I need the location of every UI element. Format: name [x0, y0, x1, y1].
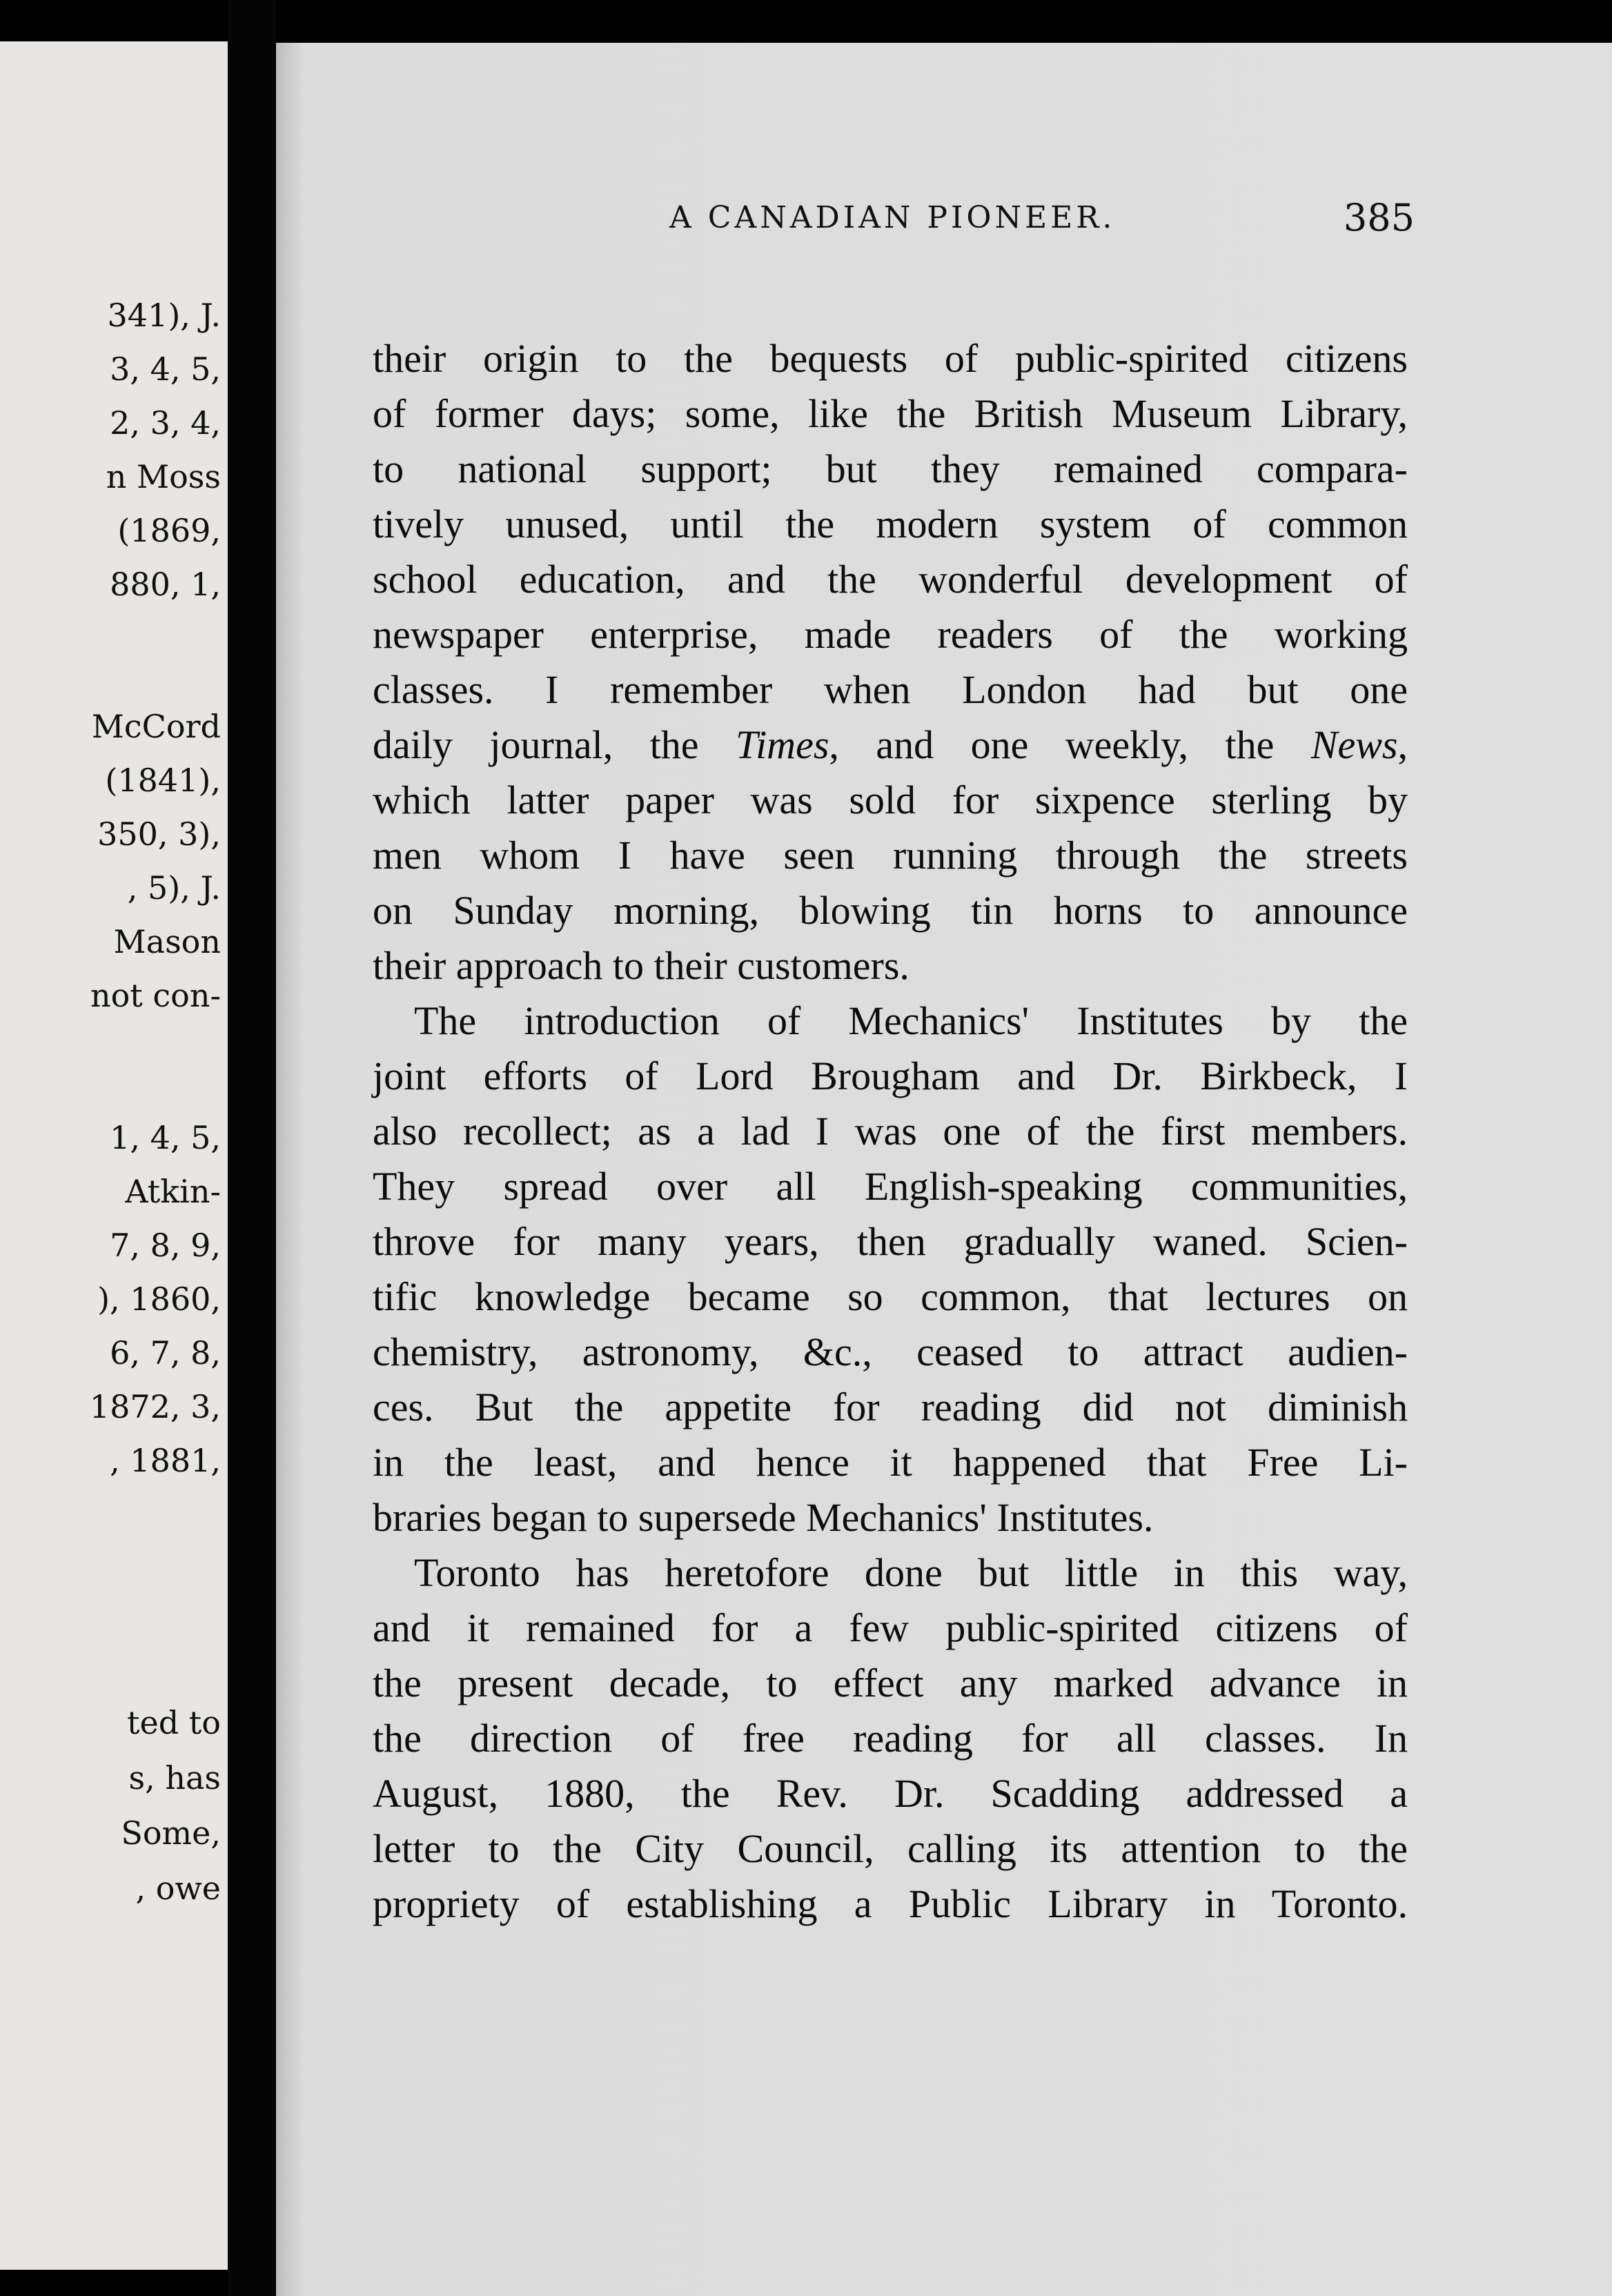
body-line: their approach to their customers.	[373, 943, 910, 988]
left-page-line: 6, 7, 8,	[110, 1334, 221, 1372]
left-page-line: Mason	[113, 923, 221, 960]
body-line: newspaper enterprise, made readers of the working	[373, 612, 1408, 657]
body-text	[373, 331, 1408, 1932]
body-line: August, 1880, the Rev. Dr. Scadding addressed a	[373, 1771, 1408, 1816]
left-page-line: (1841),	[105, 762, 221, 799]
left-page-line: , owe	[135, 1870, 221, 1907]
body-line: ces. But the appetite for reading did not diminish	[373, 1385, 1408, 1429]
newspaper-title: Times	[736, 722, 829, 767]
body-line: and it remained for a few public-spirited citizens of	[373, 1605, 1408, 1650]
body-line: of former days; some, like the British Museum Library,	[373, 391, 1408, 436]
body-line: on Sunday morning, blowing tin horns to announce	[373, 888, 1408, 933]
left-page-line: ted to	[127, 1704, 221, 1741]
book-gutter	[228, 0, 276, 2296]
body-line: to national support; but they remained compara-	[373, 446, 1408, 491]
body-line: school education, and the wonderful development of	[373, 557, 1408, 602]
body-line: The introduction of Mechanics' Institutes by the	[414, 998, 1408, 1043]
left-page-line: ), 1860,	[97, 1280, 221, 1318]
left-page-line: 7, 8, 9,	[110, 1227, 221, 1264]
left-facing-page	[0, 41, 228, 2270]
left-page-line: 1, 4, 5,	[110, 1119, 221, 1156]
left-page-line: 2, 3, 4,	[110, 404, 221, 442]
body-line: tively unused, until the modern system of common	[373, 502, 1408, 546]
body-line: throve for many years, then gradually waned. Scien-	[373, 1219, 1408, 1264]
left-page-line: Some,	[121, 1814, 221, 1852]
left-page-line: McCord	[91, 708, 221, 745]
body-line: Toronto has heretofore done but little in this way,	[414, 1550, 1408, 1595]
body-line: propriety of establishing a Public Library in Toronto.	[373, 1881, 1408, 1926]
body-line: in the least, and hence it happened that Free Li-	[373, 1440, 1408, 1485]
left-page-line: , 1881,	[110, 1442, 221, 1479]
body-line: which latter paper was sold for sixpence sterling by	[373, 778, 1408, 822]
left-page-line: (1869,	[117, 512, 221, 549]
body-line: tific knowledge became so common, that lectures on	[373, 1274, 1408, 1319]
left-page-line: n Moss	[106, 458, 221, 495]
left-page-line: 350, 3),	[97, 815, 221, 853]
left-page-line: 3, 4, 5,	[110, 350, 221, 388]
left-page-line: 341), J.	[107, 297, 221, 334]
body-line: classes. I remember when London had but one	[373, 667, 1408, 712]
body-line: the present decade, to effect any marked advance in	[373, 1661, 1408, 1705]
left-page-line: 880, 1,	[110, 566, 221, 603]
body-line: the direction of free reading for all classes. In	[373, 1716, 1408, 1761]
body-line: also recollect; as a lad I was one of the first members.	[373, 1109, 1408, 1154]
left-page-line: Atkin-	[125, 1173, 221, 1210]
body-line: letter to the City Council, calling its attention to the	[373, 1826, 1408, 1871]
newspaper-title: News	[1310, 722, 1398, 767]
body-line: joint efforts of Lord Brougham and Dr. Birkbeck, I	[373, 1053, 1408, 1098]
body-line: men whom I have seen running through the streets	[373, 833, 1408, 878]
running-title: A CANADIAN PIONEER.	[669, 200, 1116, 235]
left-page-line: , 5), J.	[127, 869, 221, 907]
body-line: They spread over all English-speaking communities,	[373, 1164, 1408, 1209]
body-line: braries began to supersede Mechanics' Institutes.	[373, 1495, 1154, 1540]
left-page-line: 1872, 3,	[89, 1388, 221, 1425]
page-number: 385	[1343, 196, 1415, 239]
body-line: chemistry, astronomy, &c., ceased to attract audien-	[373, 1329, 1408, 1374]
body-line: daily journal, the Times, and one weekly, the News,	[373, 722, 1408, 767]
left-page-line: s, has	[128, 1759, 221, 1797]
left-page-line: not con-	[90, 977, 221, 1014]
body-line: their origin to the bequests of public-spirited citizens	[373, 336, 1408, 381]
